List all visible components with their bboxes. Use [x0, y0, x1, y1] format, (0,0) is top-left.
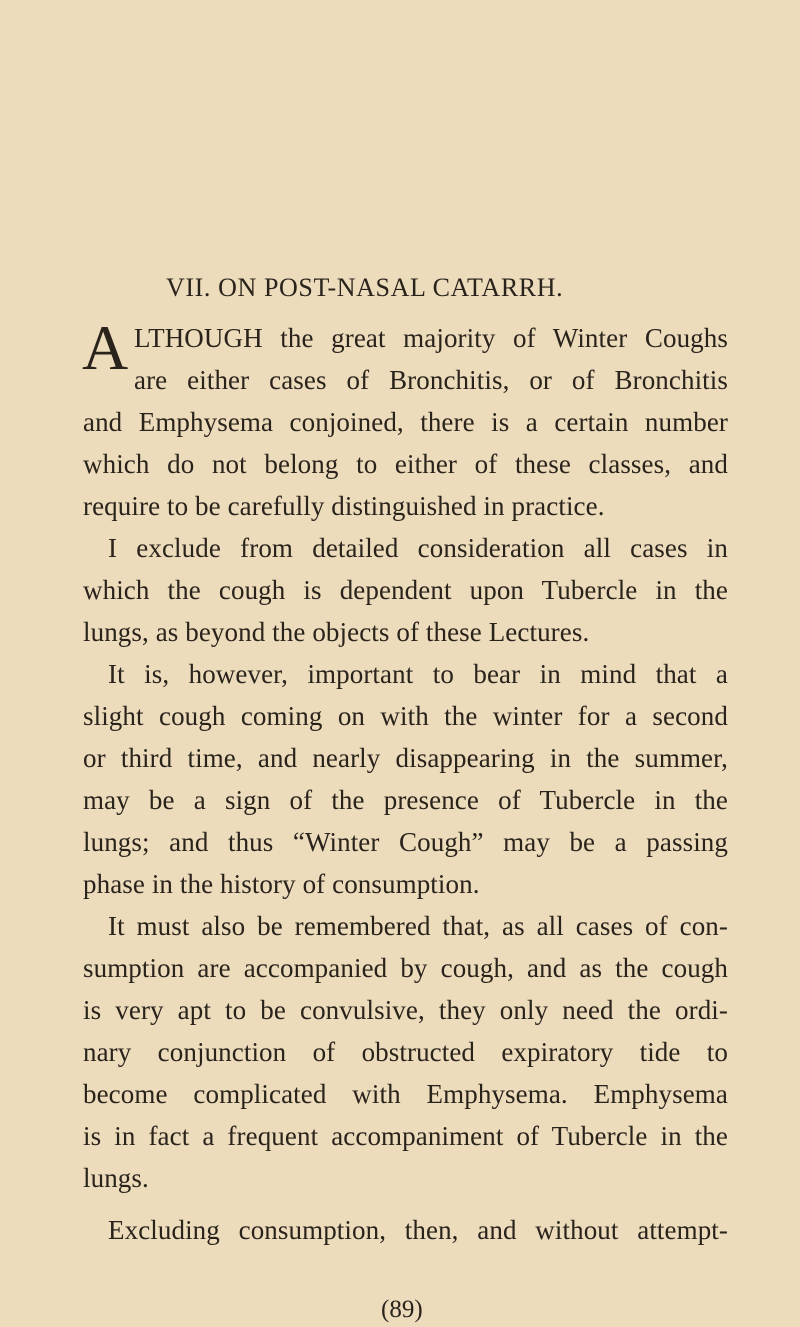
text-line-22: Excluding consumption, then, and without attempt- [108, 1215, 728, 1245]
drop-cap: A [82, 312, 129, 383]
text-line-6: I exclude from detailed consideration all cases in [108, 533, 728, 563]
text-line-13: lungs; and thus “Winter Cough” may be a passing [83, 827, 728, 857]
text-line-8: lungs, as beyond the objects of these Lectures. [83, 617, 590, 647]
text-line-16: sumption are accompanied by cough, and as the cough [83, 953, 728, 983]
text-line-20: is in fact a frequent accompaniment of Tubercle in the [83, 1121, 728, 1151]
text-line-2: are either cases of Bronchitis, or of Bronchitis [134, 365, 728, 395]
text-line-9: It is, however, important to bear in mind that a [108, 659, 728, 689]
text-line-11: or third time, and nearly disappearing in the summer, [83, 743, 728, 773]
text-line-10: slight cough coming on with the winter for a second [83, 701, 728, 731]
text-line-18: nary conjunction of obstructed expiratory tide to [83, 1037, 728, 1067]
text-line-14: phase in the history of consumption. [83, 869, 480, 899]
chapter-heading: VII. ON POST-NASAL CATARRH. [166, 273, 564, 302]
text-line-7: which the cough is dependent upon Tubercle in the [83, 575, 728, 605]
page-number: (89) [381, 1296, 423, 1323]
text-line-19: become complicated with Emphysema. Emphysema [83, 1079, 728, 1109]
text-line-3: and Emphysema conjoined, there is a certain number [83, 407, 728, 437]
text-line-5: require to be carefully distinguished in practice. [83, 491, 605, 521]
text-line-1: LTHOUGH the great majority of Winter Coughs [134, 323, 728, 353]
text-line-15: It must also be remembered that, as all cases of con- [108, 911, 728, 941]
text-line-17: is very apt to be convulsive, they only need the ordi- [83, 995, 728, 1025]
text-line-12: may be a sign of the presence of Tubercle in the [83, 785, 728, 815]
text-line-4: which do not belong to either of these classes, and [83, 449, 728, 479]
text-line-21: lungs. [83, 1163, 149, 1193]
